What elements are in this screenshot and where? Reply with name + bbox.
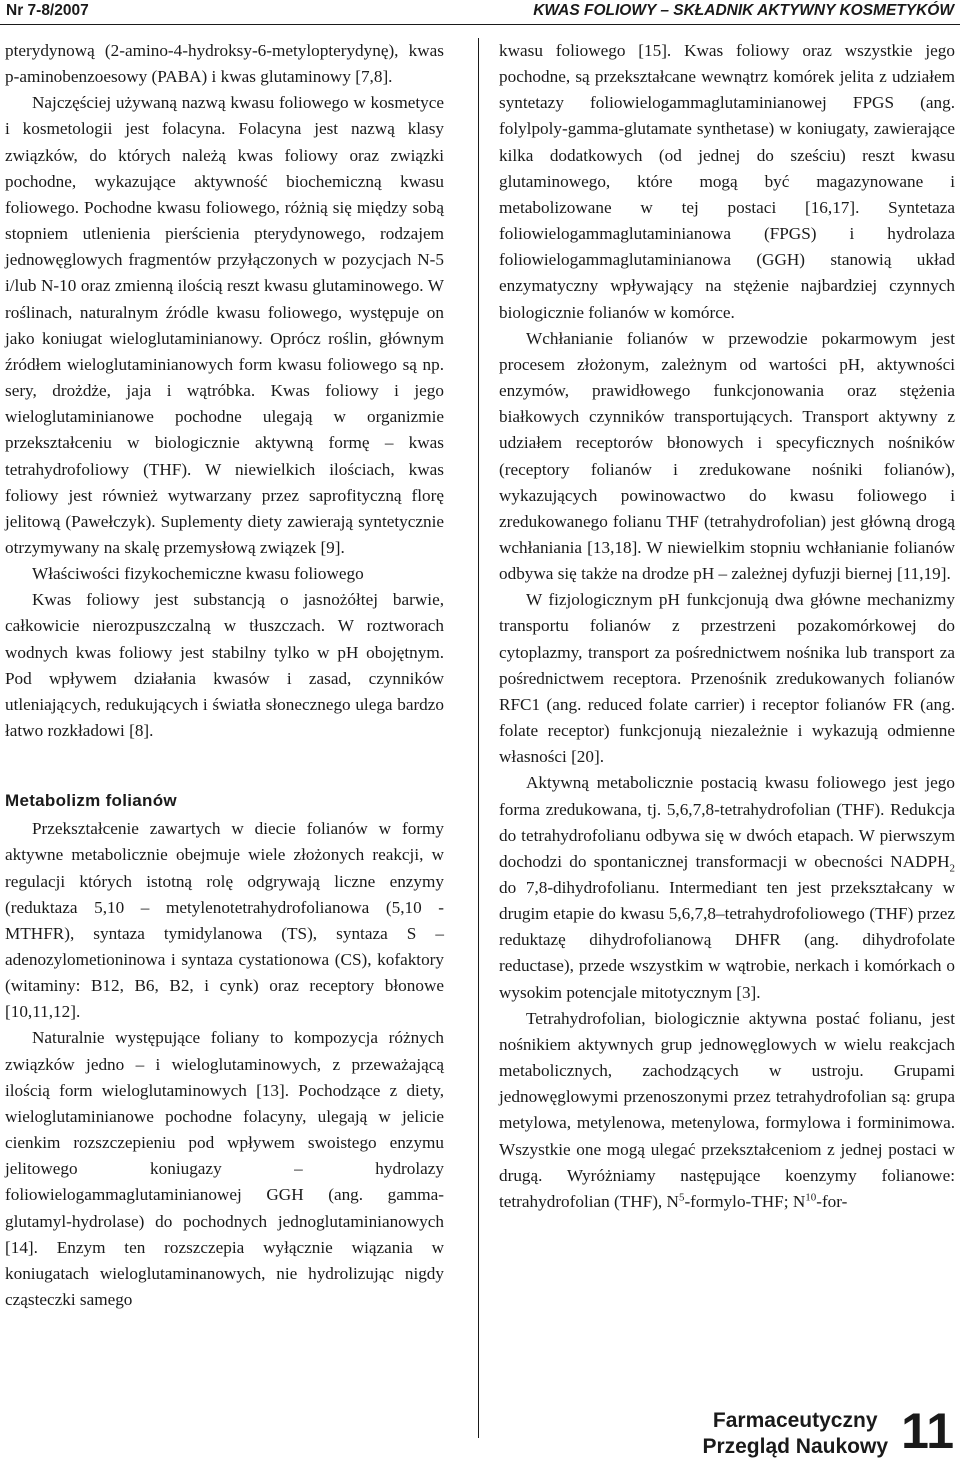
journal-name-line1: Farmaceutyczny bbox=[712, 1409, 878, 1432]
superscript: 10 bbox=[805, 1191, 817, 1204]
journal-logo bbox=[702, 1408, 888, 1460]
right-column bbox=[499, 38, 955, 1215]
subheading: Właściwości fizykochemiczne kwasu foliowego bbox=[32, 564, 364, 584]
text-run: Aktywną metabolicznie postacią kwasu foliowego jest jego forma zredukowana, tj. 5,6,7,8-tetrahydrofolian (THF). Redukcja do tetrahydrofolianu odbywa się w dwóch etapach. W pierwszym dochodzi do spontanicznej transformacji w obecności NADPH bbox=[499, 773, 955, 871]
paragraph: Wchłanianie folianów w przewodzie pokarmowym jest procesem złożonym, zależnym od wartości pH, aktywności enzymów, prawidłowego funkcjonowania oraz stężenia białkowych czynników transportujących. Transport aktywny z udziałem receptorów błonowych i specyficznych nośników (receptory folianów i zredukowane nośniki folianów), wykazujących powinowactwo do kwasu foliowego i zredukowanego folianu THF (tetrahydrofolian) jest główną drogą wchłaniania [13,18]. W niewielkim stopniu wchłanianie folianów odbywa się także na drodze pH – zależnej dyfuzji biernej [11,19]. bbox=[499, 328, 955, 584]
text-run: Tetrahydrofolian, biologicznie aktywna postać folianu, jest nośnikiem aktywnych grup jednowęglowych w wielu reakcjach metabolicznych, zachodzących w ustroju. Grupami jednowęglowymi przenoszonymi przez tetrahydrofolian są: grupa metylowa, metylenowa, metenylowa, formylowa i forminimowa. Wszystkie one mogą ulegać przekształceniom z jednej postaci w drugą. Wyróżniamy następujące koenzymy folianowe: tetrahydrofolian (THF), N bbox=[499, 1008, 955, 1211]
text-run: -for- bbox=[816, 1191, 848, 1211]
subscript: 2 bbox=[949, 862, 955, 875]
journal-name-line2: Przegląd Naukowy bbox=[702, 1435, 888, 1458]
paragraph: pterydynową (2-amino-4-hydroksy-6-metylopterydynę), kwas p-aminobenzoesowy (PABA) i kwas glutaminowy [7,8]. bbox=[5, 41, 444, 87]
paragraph: kwasu foliowego [15]. Kwas foliowy oraz wszystkie jego pochodne, są przekształcane wewnątrz komórek jelita z udziałem syntetazy foliowielogammaglutaminianowej FPGS (ang. folylpoly-gamma-glutamate synthetase) w koniugaty, zawierające kilka dodatkowych (od jednej do sześciu) reszt kwasu glutaminowego, które mogą być magazynowane i metabolizowane w tej postaci [16,17]. Syntetaza foliowielogammaglutaminianowa (FPGS) i hydrolaza foliowielogammaglutaminianowa (GGH) stanowią układ enzymatyczny wpływający na stężenie najbardziej czynnych biologicznie folianów w komórce. bbox=[499, 41, 955, 322]
paragraph bbox=[499, 1006, 955, 1215]
left-column bbox=[5, 38, 444, 1313]
section-title: Metabolizm folianów bbox=[5, 791, 177, 811]
paragraph: Przekształcenie zawartych w diecie folianów w formy aktywne metabolicznie obejmuje wiele złożonych reakcji, w regulacji których istotną rolę odgrywają liczne enzymy (reduktaza 5,10 – metylenotetrahydrofolianowa (5,10 - MTHFR), syntaza tymidylanowa (TS), syntaza S – adenozylometioninowa i syntaza cystationowa (CS), kofaktory (witaminy: B12, B6, B2, i cynk) oraz receptory błonowe [10,11,12]. bbox=[5, 819, 444, 1022]
issue-number: Nr 7-8/2007 bbox=[6, 2, 89, 19]
page-number: 11 bbox=[901, 1403, 954, 1459]
paragraph: Naturalnie występujące foliany to kompozycja różnych związków jedno – i wieloglutaminowych, z przeważającą ilością form wieloglutaminowych [13]. Pochodzące z diety, wieloglutaminianowe pochodne folacyny, ulegają w jelicie cienkim rozszczepieniu pod wpływem swoistego enzymu jelitowego koniugazy – hydrolazy foliowielogammaglutaminianowej GGH (ang. gamma-glutamyl-hydrolase) do pochodnych jednoglutaminianowych [14]. Enzym ten rozszczepia wyłącznie wiązania w koniugatach wieloglutaminanowych, nie hydrolizując nigdy cząsteczki samego bbox=[5, 1028, 444, 1310]
paragraph: Najczęściej używaną nazwą kwasu foliowego w kosmetyce i kosmetologii jest folacyna. Folacyna jest nazwą klasy związków, do których należą kwas foliowy oraz związki pochodne, wykazujące aktywność biochemiczną kwasu foliowego. Pochodne kwasu foliowego, różnią się między sobą stopniem utlenienia pierścienia pterydynowego, rodzajem jednowęglowych fragmentów przyłączonych w pozycjach N-5 i/lub N-10 oraz zmienną ilością reszt kwasu glutaminowego. W roślinach, naturalnym źródle kwasu foliowego, występuje on jako koniugat wieloglutaminianowy. Oprócz roślin, głównym źródłem wieloglutaminianowych form kwasu foliowego są np. sery, drożdże, jaja i wątróbka. Kwas foliowy i jego wieloglutaminianowe pochodne ulegają w organizmie przekształceniu w biologicznie aktywną formę – kwas tetrahydrofoliowy (THF). W niewielkich ilościach, kwas foliowy jest również wytwarzany przez saprofityczną florę jelitową (Pawełczyk). Suplementy diety zawierają syntetycznie otrzymywany na skalę przemysłową związek [9]. bbox=[5, 93, 444, 557]
superscript: 5 bbox=[678, 1191, 685, 1204]
column-divider bbox=[478, 38, 479, 1438]
paragraph: W fizjologicznym pH funkcjonują dwa główne mechanizmy transportu folianów z przestrzeni pozakomórkowej do cytoplazmy, transport za pośrednictwem nośnika lub transport za pośrednictwem receptora. Przenośnik zredukowanych folianów RFC1 (ang. reduced folate carrier) i receptor folianów FR (ang. folate receptor) funkcjonują niezależnie i wykazują odmienne własności [20]. bbox=[499, 590, 955, 767]
text-run: -formylo-THF; N bbox=[684, 1191, 806, 1211]
paragraph: Kwas foliowy jest substancją o jasnożółtej barwie, całkowicie nierozpuszczalną w tłuszczach. W roztworach wodnych kwas foliowy jest stabilny tylko w pH obojętnym. Pod wpływem działania kwasów i zasad, czynników utleniających, redukujących i światła słonecznego ulega bardzo łatwo rozkładowi [8]. bbox=[5, 590, 444, 741]
text-run: do 7,8-dihydrofolianu. Intermediant ten jest przekształcany w drugim etapie do kwasu 5,6,7,8–tetrahydrofoliowego (THF) przez reduktazę dihydrofolianową DHFR (ang. dihydrofolate reductase), przede wszystkim w wątrobie, nerkach i komórkach o wysokim potencjale mitotycznym [3]. bbox=[499, 878, 955, 1002]
running-title: KWAS FOLIOWY – SKŁADNIK AKTYWNY KOSMETYKÓW bbox=[533, 2, 954, 19]
page-header bbox=[0, 0, 960, 25]
paragraph bbox=[499, 770, 955, 1005]
